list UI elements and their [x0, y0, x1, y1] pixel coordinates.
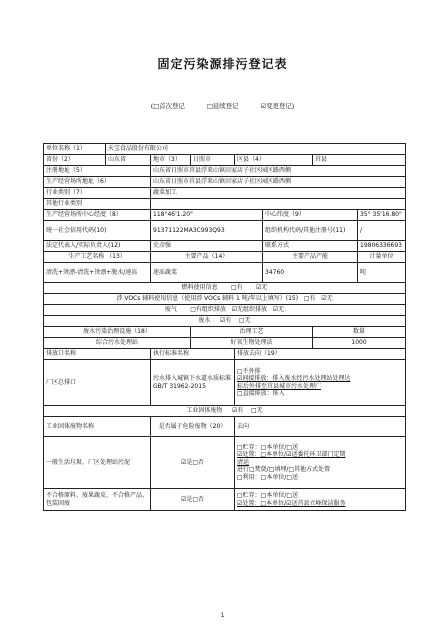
unit-value: 吨: [358, 263, 406, 283]
unit-name-label: 单位名称（1）: [44, 144, 106, 155]
discharge-option-direct[interactable]: □直接排放：排入: [237, 390, 285, 397]
std-name-header: 执行标准名称: [151, 349, 235, 360]
org-code-value: /: [358, 221, 406, 241]
gas-organized-label: 有组织排放: [195, 306, 226, 314]
dest-1-disposal-detail: 清运: [237, 458, 250, 466]
discharge-option-none[interactable]: □不外排: [237, 367, 261, 375]
center-longitude-value: 118°46'1.20": [151, 210, 263, 221]
process-name-value: 清洗+烫漂-清洗+烫漂+脱水/速冻: [44, 263, 151, 283]
dest-1-method[interactable]: 进行□焚烧/□填埋/□其他方式处置: [237, 466, 331, 474]
registration-table: [43, 143, 406, 511]
unit-header: 计量单位: [358, 252, 406, 263]
facility-value: 综合污水处理站: [44, 338, 191, 349]
water-none-checkbox[interactable]: □: [238, 317, 245, 325]
legal-rep-value: 史彦强: [151, 241, 263, 252]
center-longitude-label: 生产经营场所中心经度（8）: [44, 210, 151, 221]
discharge-option-indirect[interactable]: ☑间接排放：排入废水经污水处理站处理达: [237, 375, 351, 382]
prod-address-label: 生产经营场所地址（6）: [44, 177, 151, 188]
process-name-header: 生产工艺名称 （13）: [44, 252, 151, 263]
credit-code-label: 统一社会信用代码(10): [44, 221, 151, 241]
fuel-label: 燃料使用信息: [181, 284, 218, 292]
quantity-header: 数量: [313, 327, 406, 338]
discharge-to-header: 排放去向（19）: [235, 349, 406, 360]
dest-1-utilization[interactable]: □利用：□本单位/□送: [237, 473, 299, 481]
water-row: [44, 316, 406, 327]
hazardous-header: 是否属于危险废物（20）: [151, 417, 235, 437]
solid-label: 工业固体废物: [186, 407, 223, 415]
register-type-row: [0, 101, 445, 110]
province-value: 山东省: [106, 155, 151, 166]
province-label: 省份（2）: [44, 155, 106, 166]
fuel-has-checkbox[interactable]: □有: [231, 284, 243, 292]
form-title: 固定污染源排污登记表: [157, 57, 288, 71]
legal-rep-label: 法定代表人/实际负责人(12): [44, 241, 151, 252]
gas-label: 废气: [164, 306, 177, 314]
gas-organized-checkbox[interactable]: □: [190, 306, 196, 314]
reg-address-label: 注册地址（5）: [44, 166, 151, 177]
reg-address-value: 山东省日照市莒县浮来山镇田家店子社区园区路西侧: [151, 166, 406, 177]
other-industry-value: [151, 199, 406, 210]
gas-unorganized-checkbox[interactable]: ☑: [231, 306, 238, 314]
water-has-label: 有: [225, 317, 232, 325]
solid-has-label: 有: [237, 407, 244, 415]
city-value: 日照市: [191, 155, 235, 166]
city-label: 地市（3）: [151, 155, 191, 166]
std-name-value: 污水排入城镇下水道水质标准 GB/T 31962-2015: [151, 360, 235, 406]
solid-waste-2-name: 不合格原料、废果蔬皮、不合格产品、包装固废: [44, 489, 151, 511]
voc-label: 涉 VOCs 辅料使用信息（使用涉 VOCs 辅料 1 吨/年以上填写）(15): [116, 295, 299, 303]
solid-waste-2-destination: [235, 489, 406, 511]
credit-code-value: 91371122MA3C993Q93: [151, 221, 263, 241]
treat-process-value: 好氧生物处理法: [191, 338, 313, 349]
industry-label: 行业类别（7）: [44, 188, 151, 199]
destination-header: 去向: [235, 417, 406, 437]
prod-address-value: 山东省日照市莒县浮来山镇田家店子社区园区路西侧: [151, 177, 406, 188]
main-capacity-header: 主要产品产能: [263, 252, 358, 263]
treat-process-header: 治理工艺: [191, 327, 313, 338]
center-latitude-label: 中心纬度（9）: [263, 210, 358, 221]
center-latitude-value: 35° 35'16.80": [358, 210, 406, 221]
solid-waste-2-hazard[interactable]: ☑是□否: [151, 489, 235, 511]
quantity-value: 1000: [313, 338, 406, 349]
dest-2-storage[interactable]: □贮存：□本单位/□送: [237, 492, 299, 499]
contact-value: 19806336693: [358, 241, 406, 252]
other-industry-label: 其他行业类别: [44, 199, 151, 210]
voc-none-checkbox[interactable]: ☑无: [321, 295, 333, 303]
dest-1-disposal[interactable]: ☑处置：□本单位/☑送委托环卫部门定期: [237, 451, 346, 459]
gas-none-checkbox[interactable]: ☑: [272, 306, 279, 314]
water-none-label: 无: [244, 317, 251, 325]
change-register-option[interactable]: ☑变更登记): [260, 102, 295, 110]
solid-none-checkbox[interactable]: □: [250, 407, 257, 415]
dest-1-storage[interactable]: □贮存：□本单位/□送: [237, 443, 299, 451]
gas-unorganized-label: 无组织排放: [237, 306, 268, 314]
main-product-value: 速冻蔬菜: [151, 263, 263, 283]
industry-value: 蔬菜加工: [151, 188, 406, 199]
gas-none-label: 无: [278, 306, 285, 314]
water-has-checkbox[interactable]: ☑: [219, 317, 226, 325]
solid-name-header: 工业固体废物名称: [44, 417, 151, 437]
page-number: 1: [220, 612, 225, 619]
water-facility-header: 废水污染治理设施（18）: [44, 327, 191, 338]
main-product-header: 主要产品（14）: [151, 252, 263, 263]
discharge-indirect-detail: 标后外排至莒县城市污水处理厂: [237, 382, 322, 390]
first-register-option[interactable]: (□首次登记: [150, 102, 185, 110]
discharge-to-cell: [235, 360, 406, 406]
outlet-name-header: 排放口名称: [44, 349, 151, 360]
solid-row: [44, 406, 406, 417]
water-label: 废水: [198, 317, 211, 325]
solid-waste-1-hazard[interactable]: ☑是□否: [151, 437, 235, 489]
fuel-none-checkbox[interactable]: ☑无: [256, 284, 268, 292]
county-value: 莒县: [313, 155, 406, 166]
solid-waste-1-destination: [235, 437, 406, 489]
contact-label: 联系方式: [263, 241, 358, 252]
renew-register-option[interactable]: □延续登记: [206, 102, 239, 110]
main-capacity-value: 34760: [263, 263, 358, 283]
dest-2-disposal[interactable]: ☑处置：□本单位/☑送莒县立峰保洁服务: [237, 499, 346, 507]
unit-name-value: 天宝食品股份有限公司: [106, 144, 406, 155]
solid-has-checkbox[interactable]: ☑: [231, 407, 238, 415]
gas-row: [44, 305, 406, 316]
org-code-label: 组织机构代码/其他注册号(11): [263, 221, 358, 241]
voc-has-checkbox[interactable]: □有: [303, 295, 316, 303]
solid-waste-1-name: 一般生活垃圾、厂区处理站污泥: [44, 437, 151, 489]
solid-none-label: 无: [256, 407, 263, 415]
county-label: 区县（4）: [235, 155, 313, 166]
voc-row: [44, 294, 406, 305]
outlet-name-value: 厂区总排口: [44, 360, 151, 406]
fuel-row: [44, 283, 406, 294]
